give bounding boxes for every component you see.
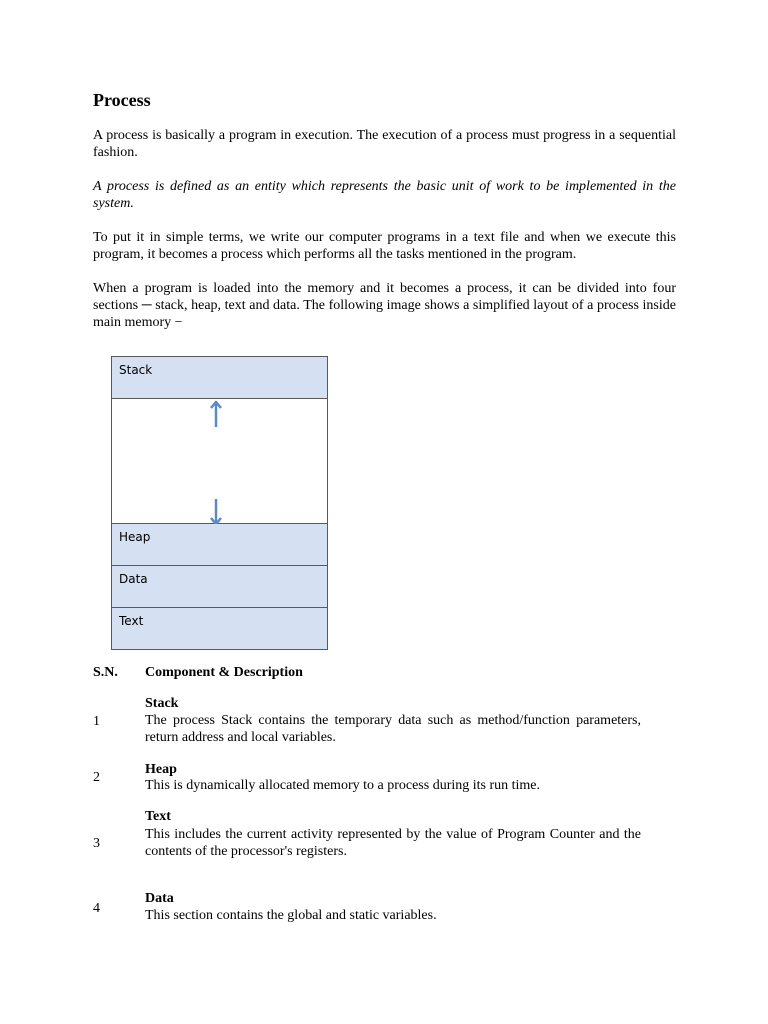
- table-row-description: This is dynamically allocated memory to a process during its run time.: [145, 778, 541, 793]
- table-row-description: This includes the current activity represented by the value of Program Counter and the contents of the processor's registers.: [145, 827, 641, 859]
- table-row-number: 1: [93, 714, 100, 729]
- table-row-title: Data: [145, 891, 174, 906]
- arrow-down-icon: [208, 497, 224, 527]
- table-header-component: Component & Description: [145, 665, 303, 680]
- table-row-title: Heap: [145, 762, 177, 777]
- memory-layout-diagram: [111, 356, 328, 650]
- paragraph-sections: When a program is loaded into the memory and it becomes a process, it can be divided into four sections ─ stack, heap, text and data. The following image shows a simplified layout of a process inside main memory −: [93, 281, 676, 330]
- table-row-title: Stack: [145, 696, 179, 711]
- diagram-segment-stack: Stack: [112, 357, 327, 399]
- diagram-segment-heap: Heap: [112, 524, 327, 566]
- diagram-segment-text: Text: [112, 608, 327, 649]
- page-title: Process: [93, 90, 151, 110]
- table-row-description: The process Stack contains the temporary data such as method/function parameters, return address and local variables.: [145, 713, 641, 745]
- diagram-free-space: [112, 399, 327, 524]
- diagram-segment-data: Data: [112, 566, 327, 608]
- arrow-up-icon: [208, 399, 224, 429]
- table-row-number: 2: [93, 770, 100, 785]
- table-row-description: This section contains the global and static variables.: [145, 908, 437, 923]
- table-row-number: 3: [93, 836, 100, 851]
- table-row-title: Text: [145, 809, 171, 824]
- table-header-sn: S.N.: [93, 665, 118, 680]
- table-row-number: 4: [93, 901, 100, 916]
- paragraph-definition: A process is defined as an entity which represents the basic unit of work to be implemented in the system.: [93, 179, 676, 211]
- paragraph-intro: A process is basically a program in execution. The execution of a process must progress in a sequential fashion.: [93, 128, 676, 160]
- paragraph-simple-terms: To put it in simple terms, we write our computer programs in a text file and when we execute this program, it becomes a process which performs all the tasks mentioned in the program.: [93, 230, 676, 262]
